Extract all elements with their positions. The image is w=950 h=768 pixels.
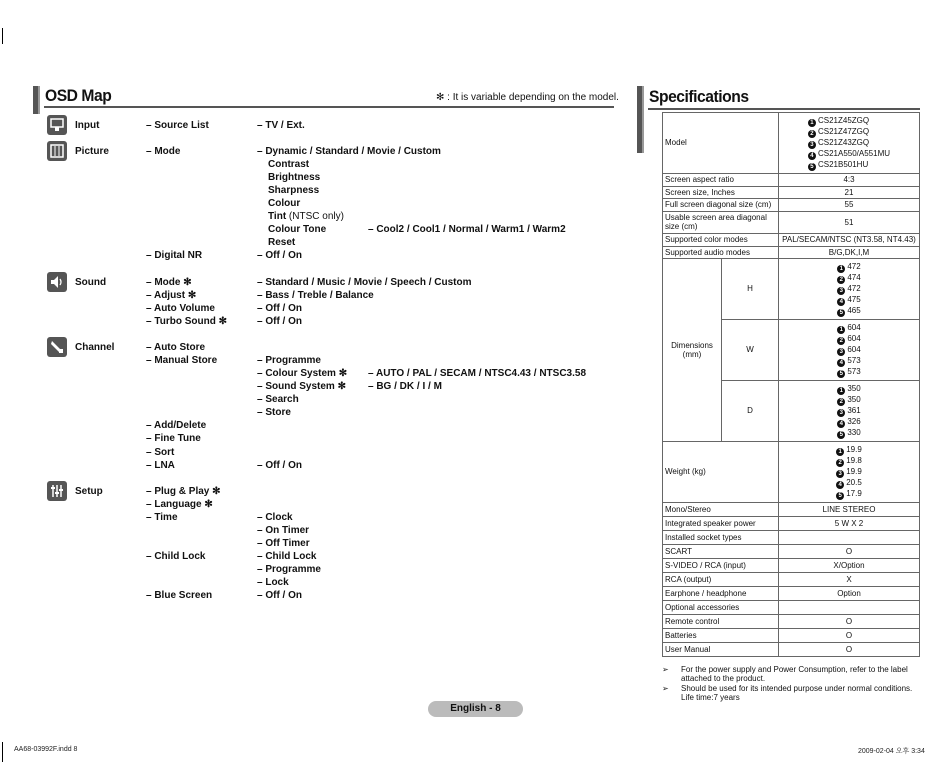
osd-line: Setup	[75, 486, 103, 497]
input-icon	[47, 115, 67, 135]
spec-cell: Usable screen area diagonal size (cm)	[663, 211, 779, 233]
spec-cell: RCA (output)	[663, 573, 779, 587]
osd-line: – Off Timer	[257, 538, 310, 549]
spec-cell: Batteries	[663, 629, 779, 643]
osd-line: – Plug & Play ✻	[146, 486, 221, 497]
spec-cell: Earphone / headphone	[663, 587, 779, 601]
osd-line: Reset	[268, 237, 296, 248]
osd-line: – AUTO / PAL / SECAM / NTSC4.43 / NTSC3.58	[368, 368, 587, 379]
spec-cell: H	[722, 259, 779, 320]
osd-line: – Off / On	[257, 303, 302, 314]
osd-title: OSD Map	[45, 86, 112, 105]
osd-line: – Sound System ✻	[257, 381, 346, 392]
osd-line: – Off / On	[257, 460, 302, 471]
osd-line: – Digital NR	[146, 250, 203, 261]
section-bar	[38, 86, 40, 114]
spec-cell: S-VIDEO / RCA (input)	[663, 559, 779, 573]
osd-line: – Language ✻	[146, 499, 213, 510]
spec-cell: PAL/SECAM/NTSC (NT3.58, NT4.43)	[779, 233, 920, 246]
spec-cell: 1 604 2 604 3 604 4 573 5 573	[779, 320, 920, 381]
spec-cell: Dimensions (mm)	[663, 259, 722, 442]
spec-cell: O	[779, 629, 920, 643]
page-number: English - 8	[428, 701, 523, 717]
osd-line: – Mode	[146, 146, 181, 157]
spec-cell: Weight (kg)	[663, 442, 779, 503]
spec-cell: Option	[779, 587, 920, 601]
section-bar	[642, 86, 644, 153]
osd-line: – Standard / Music / Movie / Speech / Custom	[257, 277, 472, 288]
osd-line: – Turbo Sound ✻	[146, 316, 227, 327]
osd-line: – Manual Store	[146, 355, 218, 366]
spec-cell	[779, 601, 920, 615]
osd-line: – Child Lock	[257, 551, 317, 562]
spec-cell: X	[779, 573, 920, 587]
note-arrow: ➢	[662, 684, 669, 693]
osd-line: – Store	[257, 407, 291, 418]
spec-cell: Optional accessories	[663, 601, 779, 615]
spec-cell: D	[722, 381, 779, 442]
spec-title: Specifications	[649, 87, 749, 106]
osd-line: – Off / On	[257, 590, 302, 601]
osd-line: – Add/Delete	[146, 420, 207, 431]
spec-cell: 1 19.9 2 19.8 3 19.9 4 20.5 5 17.9	[779, 442, 920, 503]
osd-line: – Programme	[257, 355, 321, 366]
osd-line: – Dynamic / Standard / Movie / Custom	[257, 146, 441, 157]
footer-date: 2009-02-04 오후 3:34	[858, 748, 925, 755]
spec-rule	[648, 108, 920, 110]
spec-cell: Supported color modes	[663, 233, 779, 246]
spec-cell: 55	[779, 199, 920, 212]
osd-line: Sharpness	[268, 185, 320, 196]
osd-line: – Blue Screen	[146, 590, 213, 601]
spec-cell: User Manual	[663, 643, 779, 657]
setup-icon	[47, 481, 67, 501]
spec-cell: 1 CS21Z45ZGQ 2 CS21Z47ZGQ 3 CS21Z43ZGQ 4 CS21A550/A551MU 5 CS21B501HU	[779, 113, 920, 174]
spec-cell: Installed socket types	[663, 531, 779, 545]
osd-line: Contrast	[268, 159, 310, 170]
osd-line: Tint (NTSC only)	[268, 211, 344, 222]
osd-line: – Colour System ✻	[257, 368, 348, 379]
spec-cell	[779, 531, 920, 545]
note-text: Should be used for its intended purpose under normal conditions. Life time:7 years	[681, 684, 913, 702]
osd-line: – BG / DK / I / M	[368, 381, 442, 392]
spec-cell: Supported audio modes	[663, 246, 779, 259]
osd-line: – Lock	[257, 577, 289, 588]
osd-rule	[44, 106, 614, 108]
spec-cell: O	[779, 643, 920, 657]
osd-line: – TV / Ext.	[257, 120, 305, 131]
osd-line: – Auto Store	[146, 342, 206, 353]
crop-mark	[2, 742, 3, 762]
osd-line: – Mode ✻	[146, 277, 192, 288]
crop-mark	[2, 28, 3, 44]
sound-icon	[47, 272, 67, 292]
spec-cell: O	[779, 545, 920, 559]
osd-line: Brightness	[268, 172, 321, 183]
osd-line: – Programme	[257, 564, 321, 575]
spec-cell: 4:3	[779, 174, 920, 187]
spec-cell: Mono/Stereo	[663, 503, 779, 517]
osd-line: – Adjust ✻	[146, 290, 197, 301]
osd-line: Input	[75, 120, 100, 131]
spec-cell: LINE STEREO	[779, 503, 920, 517]
spec-cell: Screen size, Inches	[663, 186, 779, 199]
spec-cell: O	[779, 615, 920, 629]
picture-icon	[47, 141, 67, 161]
osd-line: – Fine Tune	[146, 433, 201, 444]
spec-cell: Screen aspect ratio	[663, 174, 779, 187]
footer-file: AA68-03992F.indd 8	[14, 746, 78, 753]
channel-icon	[47, 337, 67, 357]
spec-cell: Integrated speaker power	[663, 517, 779, 531]
osd-line: Picture	[75, 146, 109, 157]
spec-cell: 5 W X 2	[779, 517, 920, 531]
spec-cell: B/G,DK,I,M	[779, 246, 920, 259]
spec-table	[662, 112, 920, 657]
spec-cell: X/Option	[779, 559, 920, 573]
osd-line: Colour Tone	[268, 224, 327, 235]
osd-line: Sound	[75, 277, 107, 288]
spec-cell: W	[722, 320, 779, 381]
osd-note: ✻ : It is variable depending on the model.	[436, 92, 619, 103]
osd-line: Colour	[268, 198, 301, 209]
spec-cell: 1 472 2 474 3 472 4 475 5 465	[779, 259, 920, 320]
osd-line: – Off / On	[257, 250, 302, 261]
spec-cell: Remote control	[663, 615, 779, 629]
spec-cell: Full screen diagonal size (cm)	[663, 199, 779, 212]
osd-line: – Cool2 / Cool1 / Normal / Warm1 / Warm2	[368, 224, 566, 235]
osd-line: – LNA	[146, 460, 175, 471]
osd-line: – On Timer	[257, 525, 310, 536]
osd-line: Channel	[75, 342, 115, 353]
osd-line: – Auto Volume	[146, 303, 215, 314]
note-arrow: ➢	[662, 665, 669, 674]
spec-cell: SCART	[663, 545, 779, 559]
spec-cell: 51	[779, 211, 920, 233]
osd-line: – Clock	[257, 512, 293, 523]
osd-line: – Sort	[146, 447, 175, 458]
spec-cell: 21	[779, 186, 920, 199]
osd-line: – Source List	[146, 120, 209, 131]
spec-cell: 1 350 2 350 3 361 4 326 5 330	[779, 381, 920, 442]
osd-line: – Bass / Treble / Balance	[257, 290, 374, 301]
osd-line: – Search	[257, 394, 299, 405]
osd-line: – Off / On	[257, 316, 302, 327]
spec-cell: Model	[663, 113, 779, 174]
osd-line: – Time	[146, 512, 178, 523]
note-text: For the power supply and Power Consumption, refer to the label attached to the product.	[681, 665, 908, 683]
osd-line: – Child Lock	[146, 551, 206, 562]
